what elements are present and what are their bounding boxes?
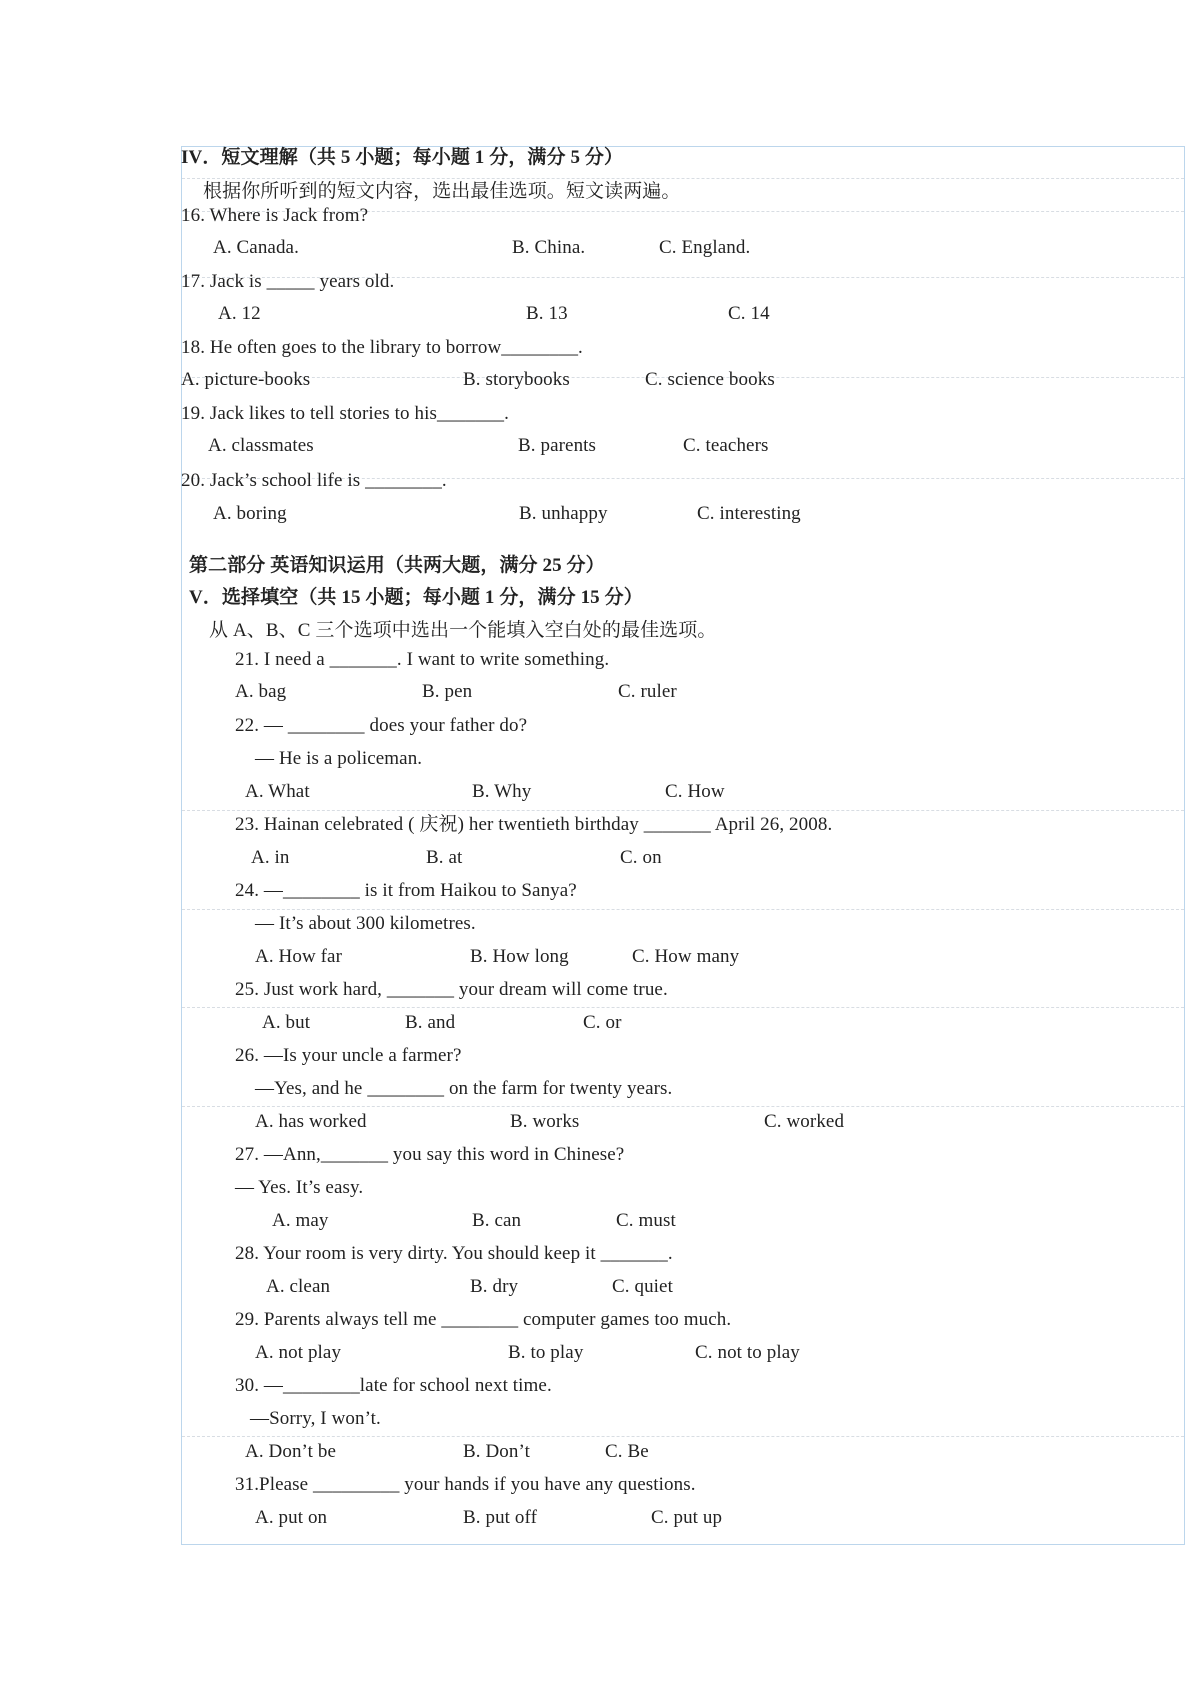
question-20-option-c[interactable]: C. interesting bbox=[697, 503, 801, 524]
question-31-option-b[interactable]: B. put off bbox=[463, 1507, 538, 1528]
question-24-option-c[interactable]: C. How many bbox=[632, 946, 740, 967]
question-19: 19. Jack likes to tell stories to his_______. bbox=[181, 403, 510, 424]
ruled-line bbox=[182, 1436, 1184, 1437]
question-22-option-a[interactable]: A. What bbox=[245, 781, 310, 802]
question-28-option-c[interactable]: C. quiet bbox=[612, 1276, 673, 1297]
ruled-line bbox=[182, 178, 1184, 179]
question-16-option-b[interactable]: B. China. bbox=[512, 237, 586, 258]
question-31-option-a[interactable]: A. put on bbox=[255, 1507, 328, 1528]
question-24: 24. —________ is it from Haikou to Sanya? bbox=[235, 880, 577, 901]
question-22-reply: — He is a policeman. bbox=[255, 748, 423, 769]
question-28: 28. Your room is very dirty. You should keep it _______. bbox=[235, 1243, 673, 1264]
question-21: 21. I need a _______. I want to write something. bbox=[235, 649, 610, 670]
question-30: 30. —________late for school next time. bbox=[235, 1375, 552, 1396]
question-27-option-c[interactable]: C. must bbox=[616, 1210, 676, 1231]
question-27-option-a[interactable]: A. may bbox=[272, 1210, 329, 1231]
question-25-option-a[interactable]: A. but bbox=[262, 1012, 311, 1033]
question-19-option-a[interactable]: A. classmates bbox=[208, 435, 314, 456]
question-26-reply: —Yes, and he ________ on the farm for twenty years. bbox=[255, 1078, 673, 1099]
question-16-option-c[interactable]: C. England. bbox=[659, 237, 751, 258]
question-27-option-b[interactable]: B. can bbox=[472, 1210, 522, 1231]
question-20-option-b[interactable]: B. unhappy bbox=[519, 503, 608, 524]
question-23-option-c[interactable]: C. on bbox=[620, 847, 662, 868]
question-30-option-b[interactable]: B. Don’t bbox=[463, 1441, 530, 1462]
ruled-line bbox=[182, 1007, 1184, 1008]
question-20-option-a[interactable]: A. boring bbox=[213, 503, 287, 524]
question-17-option-a[interactable]: A. 12 bbox=[218, 303, 261, 324]
question-24-option-b[interactable]: B. How long bbox=[470, 946, 569, 967]
question-18-option-b[interactable]: B. storybooks bbox=[463, 369, 570, 390]
question-26: 26. —Is your uncle a farmer? bbox=[235, 1045, 462, 1066]
question-29: 29. Parents always tell me ________ computer games too much. bbox=[235, 1309, 732, 1330]
question-21-option-a[interactable]: A. bag bbox=[235, 681, 287, 702]
question-31-option-c[interactable]: C. put up bbox=[651, 1507, 723, 1528]
question-26-option-c[interactable]: C. worked bbox=[764, 1111, 845, 1132]
question-17: 17. Jack is _____ years old. bbox=[181, 271, 395, 292]
question-28-option-b[interactable]: B. dry bbox=[470, 1276, 519, 1297]
question-19-option-b[interactable]: B. parents bbox=[518, 435, 597, 456]
section-iv-instruction: 根据你所听到的短文内容，选出最佳选项。短文读两遍。 bbox=[203, 181, 681, 202]
question-16: 16. Where is Jack from? bbox=[181, 205, 369, 226]
question-24-reply: — It’s about 300 kilometres. bbox=[255, 913, 476, 934]
question-17-option-c[interactable]: C. 14 bbox=[728, 303, 770, 324]
part-two-heading: 第二部分 英语知识运用（共两大题，满分 25 分） bbox=[189, 555, 605, 576]
question-31: 31.Please _________ your hands if you have any questions. bbox=[235, 1474, 696, 1495]
question-26-option-b[interactable]: B. works bbox=[510, 1111, 580, 1132]
question-27: 27. —Ann,_______ you say this word in Chinese? bbox=[235, 1144, 625, 1165]
question-29-option-a[interactable]: A. not play bbox=[255, 1342, 342, 1363]
question-16-option-a[interactable]: A. Canada. bbox=[213, 237, 299, 258]
question-21-option-c[interactable]: C. ruler bbox=[618, 681, 677, 702]
question-18: 18. He often goes to the library to borrow________. bbox=[181, 337, 583, 358]
question-22: 22. — ________ does your father do? bbox=[235, 715, 528, 736]
question-19-option-c[interactable]: C. teachers bbox=[683, 435, 769, 456]
ruled-line bbox=[182, 909, 1184, 910]
question-25-option-b[interactable]: B. and bbox=[405, 1012, 456, 1033]
question-20: 20. Jack’s school life is ________. bbox=[181, 470, 447, 491]
question-30-option-a[interactable]: A. Don’t be bbox=[245, 1441, 336, 1462]
question-24-option-a[interactable]: A. How far bbox=[255, 946, 343, 967]
question-30-option-c[interactable]: C. Be bbox=[605, 1441, 649, 1462]
question-29-option-c[interactable]: C. not to play bbox=[695, 1342, 800, 1363]
question-25: 25. Just work hard, _______ your dream will come true. bbox=[235, 979, 668, 1000]
question-27-reply: — Yes. It’s easy. bbox=[235, 1177, 364, 1198]
section-v-instruction: 从 A、B、C 三个选项中选出一个能填入空白处的最佳选项。 bbox=[209, 620, 717, 641]
question-25-option-c[interactable]: C. or bbox=[583, 1012, 622, 1033]
question-21-option-b[interactable]: B. pen bbox=[422, 681, 473, 702]
section-v-heading: V．选择填空（共 15 小题；每小题 1 分，满分 15 分） bbox=[189, 587, 643, 608]
question-22-option-b[interactable]: B. Why bbox=[472, 781, 532, 802]
question-18-option-c[interactable]: C. science books bbox=[645, 369, 775, 390]
question-29-option-b[interactable]: B. to play bbox=[508, 1342, 584, 1363]
question-23: 23. Hainan celebrated ( 庆祝) her twentieth birthday _______ April 26, 2008. bbox=[235, 814, 833, 835]
question-23-option-b[interactable]: B. at bbox=[426, 847, 463, 868]
question-23-option-a[interactable]: A. in bbox=[251, 847, 290, 868]
question-28-option-a[interactable]: A. clean bbox=[266, 1276, 331, 1297]
question-26-option-a[interactable]: A. has worked bbox=[255, 1111, 367, 1132]
section-iv-heading: IV．短文理解（共 5 小题；每小题 1 分，满分 5 分） bbox=[181, 147, 624, 168]
question-22-option-c[interactable]: C. How bbox=[665, 781, 725, 802]
question-30-reply: —Sorry, I won’t. bbox=[250, 1408, 381, 1429]
ruled-line bbox=[182, 810, 1184, 811]
question-18-option-a[interactable]: A. picture-books bbox=[181, 369, 311, 390]
ruled-line bbox=[182, 1106, 1184, 1107]
question-17-option-b[interactable]: B. 13 bbox=[526, 303, 568, 324]
